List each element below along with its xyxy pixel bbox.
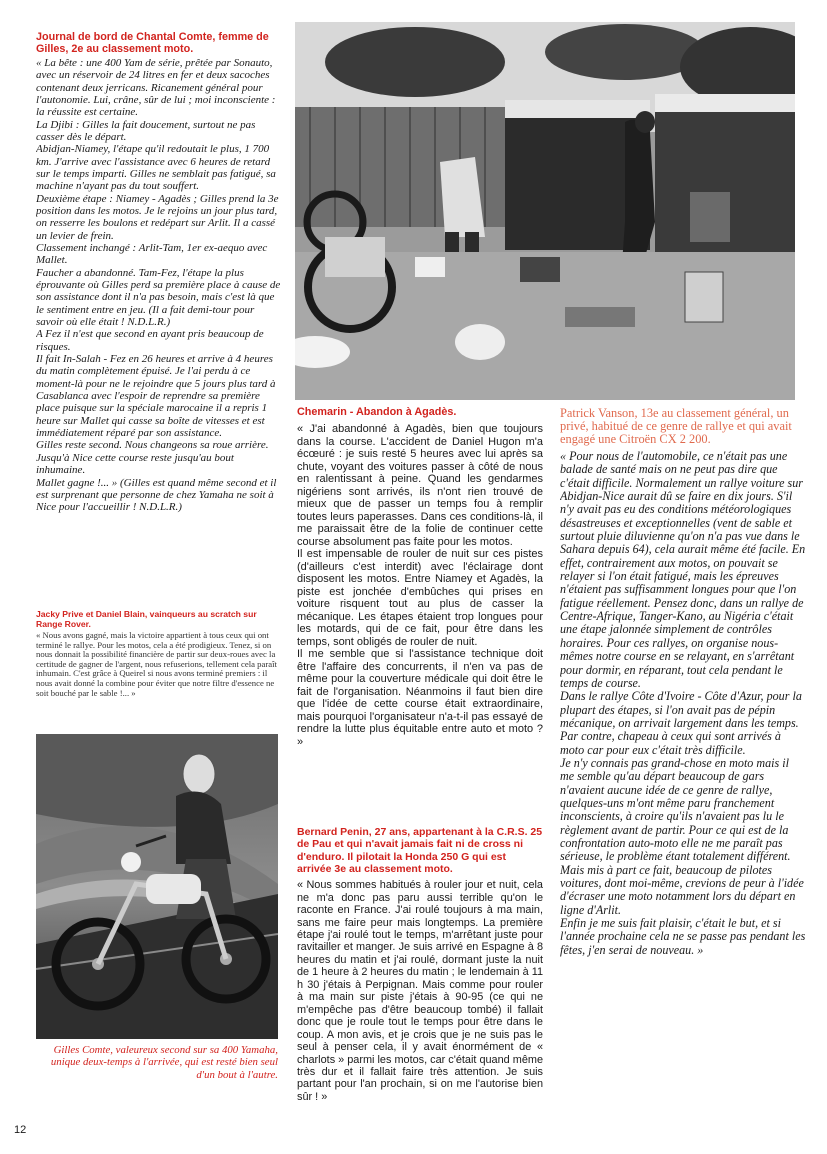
chemarin-title: Chemarin - Abandon à Agadès. (297, 406, 457, 418)
penin-paragraph: « Nous sommes habitués à rouler jour et nuit, cela ne m'a donc pas paru aussi terrible qu'on le raconte en France. J'ai roulé toujours à ma main, sans me faire peur mais longtemps. La première étape j'ai roulé tout le temps, m'arrêtant juste pour ravitailler et manger. Je suis arrivé en Espagne à 8 heures du matin et j'ai roulé, dormant juste la nuit de 1 heure à 2 heures du matin ; le lendemain à 11 h 30 j'étais à Perpignan. Mais comme pour rouler à ma main sur piste j'étais à 90-95 (ce qui ne m'empêche pas d'être beaucoup tombé) il fallait donc que je roule tout le temps pour être dans le coup. A mon avis, et je crois que je ne suis pas le seul à penser cela, il y avait énormément de « charlots » parmi les motos, car c'était quand même très dur et il fallait faire très attention. Je suis partant pour l'an prochain, si on me l'autorise bien sûr ! » (297, 879, 543, 1103)
rider-caption-box (36, 1044, 278, 1100)
chemarin-paragraph: Il est impensable de rouler de nuit sur ces pistes (d'ailleurs c'est interdit) avec l'éclairage dont disposent les motos. Entre Niamey et Agadès, la piste est jonchée d'embûches qui prises en voiture risquent tout au plus de casser la mécanique. Les étapes étaient trop longues pour les motards, qui de ce fait, pour être dans les temps, sont obligés de rouler de nuit. (297, 548, 543, 648)
journal-body (36, 57, 282, 514)
vanson-body (560, 450, 806, 957)
vanson-paragraph: « Pour nous de l'automobile, ce n'était pas une balade de santé mais on ne peut pas dire que c'était difficile. Normalement un rallye voiture sur Abidjan-Nice aurait dû se faire en dix jours. S'il n'y avait pas eu des conditions météorologiques désastreuses et exceptionnelles (vent de sable et surtout pluie diluvienne qu'on n'a pas vue dans le Sahara depuis 64), cela aurait même été facile. En effet, contrairement aux motos, on pouvait se relayer si l'on était fatigué, mais les épreuves n'étaient pas suffisamment longues pour que l'on fatigue réellement. Pensez donc, dans un rallye de Centre-Afrique, Tanger-Kano, au Nigéria c'était une étape jalonnée simplement de contrôles horaires. Pour ces rallyes, on organise nous-mêmes notre course en se relayant, en s'arrêtant pour dormir, en réparant, tout cela pendant le temps de course. (560, 449, 806, 690)
camp-illustration (295, 22, 795, 400)
page-number: 12 (14, 1124, 27, 1136)
rider-illustration (36, 734, 278, 1039)
journal-paragraph: Faucher a abandonné. Tam-Fez, l'étape la plus éprouvante où Gilles perd sa première place à cause de son assistance dont il n'a pas besoin, mais c'est là que le sentiment entre en jeu. (Il a fait demi-tour pour savoir où elle était ! N.D.L.R.) (36, 266, 281, 329)
rider-caption: Gilles Comte, valeureux second sur sa 400 Yamaha, unique deux-temps à l'arrivée, qui est resté bien seul d'un bout à l'autre. (50, 1044, 278, 1081)
journal-paragraph: Classement inchangé : Arlit-Tam, 1er ex-aequo avec Mallet. (36, 241, 268, 267)
winners-quote: « Nous avons gagné, mais la victoire appartient à tous ceux qui ont terminé le rallye. Pour les motos, cela a été prodigieux. Tenez, si on nous donnait la possibilité financière de partir sur deux-roues avec la certitude de gagner de l'argent, nous refuserions, tellement cela paraît inhumain. C'est grâce à Queirel si nous avons terminé premiers : il nous avait donné la combine pour éviter que notre filtre d'essence ne soit bouché par le sable !... » (36, 630, 277, 698)
camp-photo (295, 22, 795, 400)
journal-paragraph: Il fait In-Salah - Fez en 26 heures et arrive à 4 heures du matin complètement épuisé. Je l'ai perdu à ce moment-là pour ne le rejoindre que 5 jours plus tard à Casablanca avec l'espoir de reprendre sa première place puisque sur la spéciale marocaine il a repris 1 heure sur Mallet qui casse sa boîte de vitesses et est immédiatement réparé par son assistance. (36, 353, 276, 440)
penin-article (297, 826, 543, 1144)
journal-paragraph: La Djibi : Gilles la fait doucement, surtout ne pas casser dès le départ. (36, 118, 256, 143)
rider-photo (36, 734, 278, 1039)
chemarin-body (297, 423, 543, 748)
chemarin-article (297, 406, 543, 816)
vanson-title: Patrick Vanson, 13e au classement général, un privé, habitué de ce genre de rallye et qui avait engagé une Citroën CX 2 200. (560, 407, 792, 446)
journal-article (36, 31, 282, 581)
chemarin-paragraph: « J'ai abandonné à Agadès, bien que toujours dans la course. L'accident de Daniel Hugon m'a écœuré : je suis resté 5 heures avec lui après sa chute, voyant des voitures passer à côté de nous en ralentissant à peine. Quand les gendarmes nigériens sont arrivés, ils n'ont rien trouvé de mieux que de passer un temps fou à remplir toutes leurs paperasses. Dans ces conditions-là, il me paraissait être de la folie de continuer cette course absolument pas faite pour les motos. (297, 423, 543, 548)
winners-box (36, 609, 282, 724)
winners-title: Jacky Prive et Daniel Blain, vainqueurs au scratch sur Range Rover. (36, 609, 257, 629)
vanson-paragraph: Dans le rallye Côte d'Ivoire - Côte d'Azur, pour la plupart des étapes, si l'on avait pas de pépin mécanique, on arrivait largement dans les temps. Par contre, chapeau à ceux qui sont arrivés à moto car pour eux c'était très difficile. (560, 689, 802, 757)
chemarin-paragraph: Il me semble que si l'assistance technique doit être l'affaire des concurrents, il n'en va pas de même pour la couverture médicale qui doit être le fait de l'organisation. Néanmoins il faut bien dire que l'idée de cette course était extraordinaire, mais pourquoi l'organisateur n'a-t-il pas essayé de rendre la lutte plus équitable entre auto et moto ? » (297, 648, 543, 748)
vanson-article (560, 407, 806, 1147)
penin-title: Bernard Penin, 27 ans, appartenant à la C.R.S. 25 de Pau et qui n'avait jamais fait ni de cross ni d'enduro. Il pilotait la Honda 250 G qui est arrivée 3e au classement moto. (297, 826, 543, 875)
vanson-paragraph: Je n'y connais pas grand-chose en moto mais il me semble qu'au départ beaucoup de gars n'avaient aucune idée de ce genre de rallye, quelques-uns m'ont même paru franchement inconscients, à croire qu'ils n'avaient pas lu le règlement avant de partir. Pour ce qui est de la confrontation auto-moto elle ne me paraît pas sérieuse, le problème étant totalement différent. Mais mis à part ce fait, beaucoup de pilotes voitures, dont moi-même, crevions de peur à l'idée d'écraser une moto notamment lors du départ en ligne d'Arlit. (560, 755, 804, 917)
vanson-paragraph: Enfin je me suis fait plaisir, c'était le but, et si l'année prochaine cela ne se passe pas pendant les fêtes, j'en serai de nouveau. » (560, 916, 806, 957)
journal-paragraph: Mallet gagne !... » (Gilles est quand même second et il est surprenant que personne de chez Yamaha ne soit à Nice pour l'accueillir ! N.D.L.R.) (36, 476, 277, 514)
journal-title: Journal de bord de Chantal Comte, femme de Gilles, 2e au classement moto. (36, 31, 269, 56)
journal-paragraph: A Fez il n'est que second en ayant pris beaucoup de risques. (36, 328, 264, 353)
journal-paragraph: Gilles reste second. Nous changeons sa roue arrière. Jusqu'à Nice cette course reste jusqu'au bout inhumaine. (36, 439, 269, 477)
journal-paragraph: « La bête : une 400 Yam de série, prêtée par Sonauto, avec un réservoir de 24 litres en fer et deux sacoches contenant deux jerricans. Ricanement général pour l'autonomie. Lui, crâne, sûr de lui ; moi inconsciente : la réussite est certaine. (36, 56, 276, 119)
journal-paragraph: Abidjan-Niamey, l'étape qu'il redoutait le plus, 1 700 km. J'arrive avec l'assistance avec 6 heures de retard sur le temps imparti. Gilles ne semblait pas fatigué, sa machine n'ayant pas du tout souffert. (36, 143, 276, 193)
journal-paragraph: Deuxième étape : Niamey - Agadès ; Gilles prend la 3e position dans les motos. Je le rejoins un jour plus tard, on resserre les boulons et redépart sur Arlit. Il a cassé un levier de frein. (36, 192, 279, 242)
